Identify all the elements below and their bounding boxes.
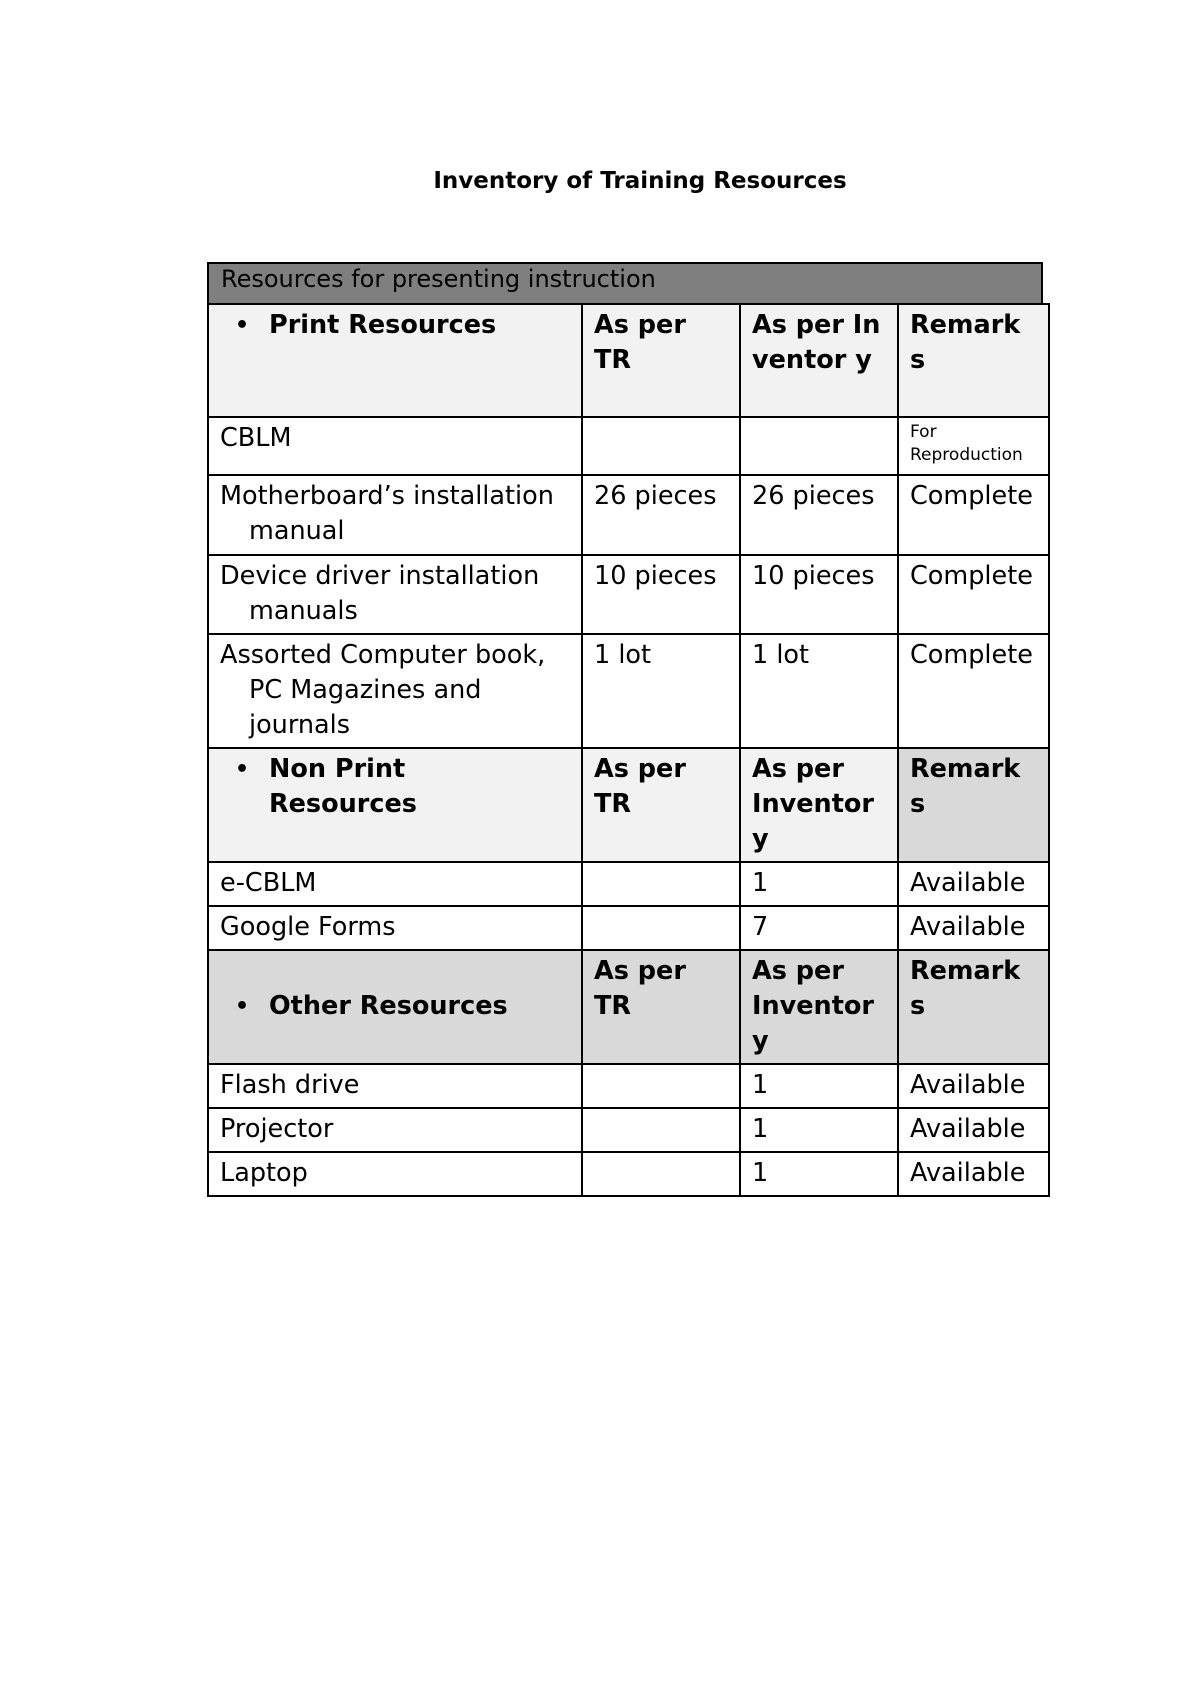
table-row [208,475,1049,555]
table-row [208,906,1049,950]
remarks-cell: For Reproduction [898,417,1049,475]
table-header-row [208,748,1049,862]
item-cell: Laptop [208,1152,582,1196]
bullet-icon: • [235,313,250,338]
section-heading: Non Print Resources [269,754,417,819]
table-header-row [208,950,1049,1064]
remarks-cell: Complete [898,634,1049,748]
inventory-cell: 26 pieces [740,475,898,555]
table-row [208,634,1049,748]
item-cell: Google Forms [208,906,582,950]
header-as-per-inventory: As per Inventor y [740,748,898,862]
tr-cell [582,1064,740,1108]
header-as-per-tr: As per TR [582,304,740,417]
item-cell: Motherboard’s installation manual [208,475,582,555]
section-heading-cell [208,950,582,1064]
tr-cell: 1 lot [582,634,740,748]
header-remarks: Remark s [898,304,1049,417]
tr-cell [582,906,740,950]
remarks-cell: Available [898,1064,1049,1108]
remarks-cell: Complete [898,555,1049,634]
tr-cell [582,1108,740,1152]
item-cell: Device driver installation manuals [208,555,582,634]
inventory-cell: 1 [740,1108,898,1152]
table-row [208,1108,1049,1152]
tr-cell: 10 pieces [582,555,740,634]
tr-cell [582,417,740,475]
remarks-cell: Available [898,1152,1049,1196]
header-remarks: Remark s [898,950,1049,1064]
item-cell: Projector [208,1108,582,1152]
inventory-cell: 1 [740,862,898,906]
table-row [208,1152,1049,1196]
section-heading: Other Resources [269,991,508,1021]
inventory-cell: 1 lot [740,634,898,748]
remarks-cell: Available [898,906,1049,950]
inventory-cell: 1 [740,1064,898,1108]
bullet-icon: • [235,994,250,1019]
tr-cell [582,1152,740,1196]
inventory-cell: 10 pieces [740,555,898,634]
remarks-cell: Complete [898,475,1049,555]
document-title: Inventory of Training Resources [433,168,847,194]
section-heading-cell [208,304,582,417]
table-row [208,1064,1049,1108]
remarks-cell: Available [898,862,1049,906]
item-cell: CBLM [208,417,582,475]
table-header-row [208,304,1049,417]
header-as-per-inventory: As per Inventor y [740,304,898,417]
remarks-cell: Available [898,1108,1049,1152]
bullet-icon: • [235,757,250,782]
section-band: Resources for presenting instruction [207,262,1043,304]
header-remarks: Remark s [898,748,1049,862]
section-heading-cell [208,748,582,862]
inventory-cell [740,417,898,475]
table-row [208,417,1049,475]
section-heading: Print Resources [269,310,497,340]
header-as-per-tr: As per TR [582,950,740,1064]
inventory-cell: 7 [740,906,898,950]
header-as-per-tr: As per TR [582,748,740,862]
item-cell: e-CBLM [208,862,582,906]
item-cell: Flash drive [208,1064,582,1108]
item-cell: Assorted Computer book, PC Magazines and journals [208,634,582,748]
header-as-per-inventory: As per Inventor y [740,950,898,1064]
inventory-table [207,303,1050,1197]
inventory-cell: 1 [740,1152,898,1196]
table-row [208,862,1049,906]
tr-cell [582,862,740,906]
tr-cell: 26 pieces [582,475,740,555]
table-row [208,555,1049,634]
